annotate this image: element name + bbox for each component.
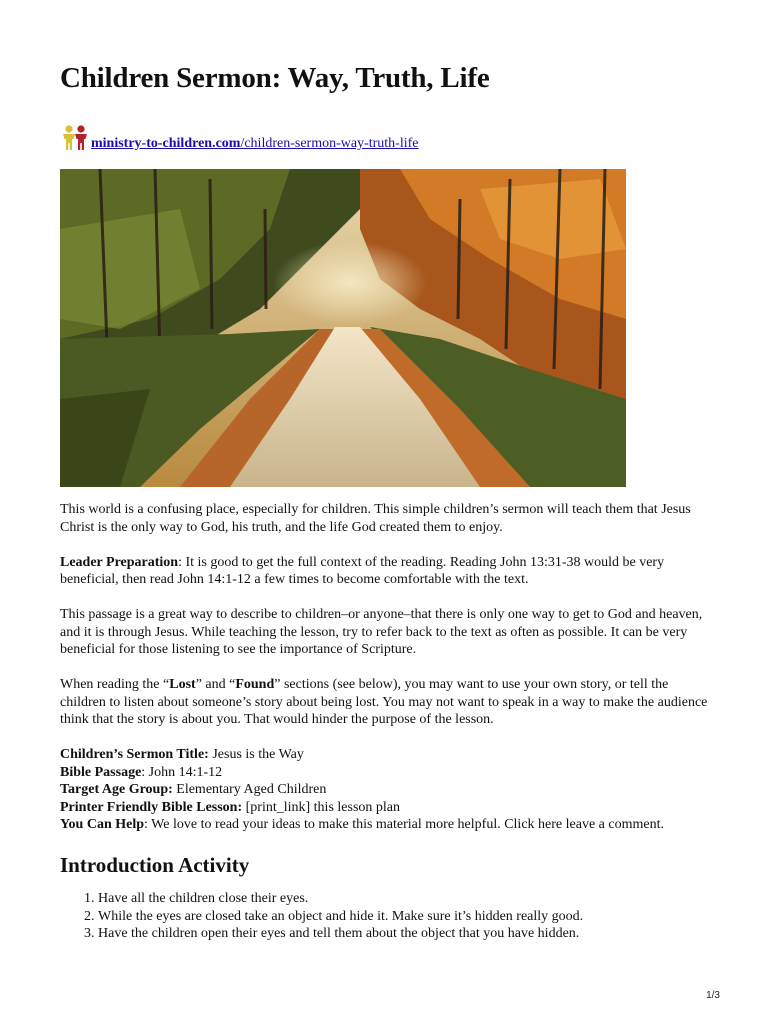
- meta-title-label: Children’s Sermon Title:: [60, 747, 209, 762]
- list-item: 3. Have the children open their eyes and tell them about the object that you have hidden.: [98, 925, 708, 943]
- meta-age-label: Target Age Group:: [60, 782, 173, 797]
- meta-help-label: You Can Help: [60, 817, 145, 832]
- meta-target-age: [60, 781, 708, 799]
- reading-text-3: ” sections (see below), you may want to use your own story, or tell the children to listen about someone’s story about being lost. You may not want to speak in a way to make the audience think that the story is about you. That would hinder the purpose of the lesson.: [60, 677, 708, 727]
- meta-title-value: Jesus is the Way: [208, 747, 304, 762]
- activity-steps: [60, 890, 708, 943]
- meta-printer-value: [print_link] this lesson plan: [242, 799, 401, 815]
- page-title: Children Sermon: Way, Truth, Life: [60, 62, 490, 94]
- found-label: Found: [235, 677, 275, 692]
- meta-passage-value: : John 14:1-12: [141, 764, 223, 780]
- list-item: 2. While the eyes are closed take an object and hide it. Make sure it’s hidden really good.: [98, 908, 708, 926]
- autumn-road-photo: [60, 169, 626, 487]
- lesson-meta: [60, 746, 708, 834]
- list-item: 1. Have all the children close their eyes.: [98, 890, 708, 908]
- meta-printer-label: Printer Friendly Bible Lesson:: [60, 799, 243, 815]
- article-body: [60, 501, 708, 943]
- intro-paragraph: This world is a confusing place, especially for children. This simple children’s sermon will teach them that Jesus Christ is the only way to God, his truth, and the life God created them to enjoy.: [60, 502, 691, 535]
- source-line: [60, 122, 419, 152]
- reading-text-1: When reading the “: [60, 677, 170, 692]
- ministry-logo-icon: [60, 124, 90, 152]
- source-link[interactable]: [91, 136, 419, 152]
- leader-prep-paragraph: [60, 554, 708, 589]
- source-path: /children-sermon-way-truth-life: [240, 136, 419, 151]
- leader-prep-text: : It is good to get the full context of the reading. Reading John 13:31-38 would be very beneficial, then read John 14:1-12 a few times to become comfortable with the text.: [60, 554, 665, 587]
- meta-printer-friendly: [60, 799, 708, 817]
- section-heading: Introduction Activity: [60, 852, 250, 877]
- leader-prep-label: Leader Preparation: [60, 554, 179, 570]
- meta-you-can-help: [60, 816, 708, 834]
- meta-passage-label: Bible Passage: [60, 764, 142, 780]
- source-domain: ministry-to-children.com: [91, 136, 241, 151]
- page-number: 1/3: [706, 990, 720, 1001]
- meta-help-value: : We love to read your ideas to make this material more helpful. Click here leave a comment.: [144, 817, 664, 832]
- passage-paragraph: This passage is a great way to describe to children–or anyone–that there is only one way to get to God and heaven, and it is through Jesus. While teaching the lesson, try to refer back to the text as often as possible. It can be very beneficial for those listening to see the importance of Scripture.: [60, 607, 703, 657]
- reading-paragraph: [60, 676, 708, 729]
- meta-sermon-title: [60, 746, 708, 764]
- reading-text-2: ” and “: [195, 677, 236, 692]
- meta-age-value: Elementary Aged Children: [172, 782, 327, 797]
- meta-bible-passage: [60, 764, 708, 782]
- lost-label: Lost: [169, 677, 196, 692]
